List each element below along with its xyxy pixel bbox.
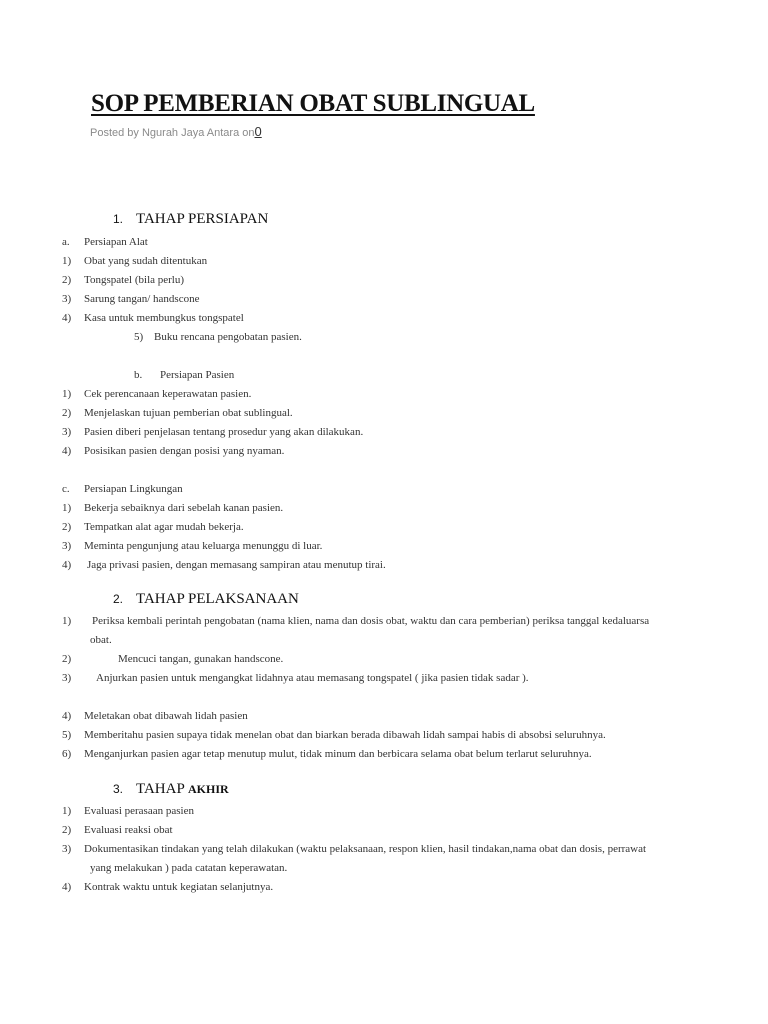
list-item: 3) Sarung tangan/ handscone — [62, 293, 200, 305]
subsection-persiapan-alat: a. Persiapan Alat — [62, 236, 148, 248]
list-item: 5) Memberitahu pasien supaya tidak menelan obat dan biarkan berada dibawah lidah sampai habis di absobsi seluruhnya. — [62, 729, 606, 741]
list-item: 3) Pasien diberi penjelasan tentang prosedur yang akan dilakukan. — [62, 426, 364, 438]
list-item: 1) Evaluasi perasaan pasien — [62, 805, 194, 817]
byline-text: Posted by Ngurah Jaya Antara on — [90, 127, 255, 139]
list-item: 2) Mencuci tangan, gunakan handscone. — [62, 653, 284, 665]
byline — [90, 124, 262, 139]
list-item: 3) Anjurkan pasien untuk mengangkat lidahnya atau memasang tongspatel ( jika pasien tidak sadar ). — [62, 672, 529, 684]
list-item-continuation: obat. — [90, 634, 112, 646]
list-item: 4) Jaga privasi pasien, dengan memasang sampiran atau menutup tirai. — [62, 559, 386, 571]
list-item: 3) Meminta pengunjung atau keluarga menunggu di luar. — [62, 540, 323, 552]
list-item: 2) Menjelaskan tujuan pemberian obat sublingual. — [62, 407, 293, 419]
list-item: 4) Kasa untuk membungkus tongspatel — [62, 312, 244, 324]
list-item: 2) Evaluasi reaksi obat — [62, 824, 173, 836]
comments-link[interactable]: 0 — [254, 124, 262, 139]
list-item: 4) Meletakan obat dibawah lidah pasien — [62, 710, 248, 722]
list-item-continuation: yang melakukan ) pada catatan keperawatan. — [90, 862, 288, 874]
subsection-persiapan-lingkungan: c. Persiapan Lingkungan — [62, 483, 183, 495]
list-item: 5) Buku rencana pengobatan pasien. — [134, 331, 302, 343]
page-title: SOP PEMBERIAN OBAT SUBLINGUAL — [91, 90, 535, 117]
list-item: 3) Dokumentasikan tindakan yang telah dilakukan (waktu pelaksanaan, respon klien, hasil tindakan,nama obat dan dosis, perrawat — [62, 843, 647, 855]
section-heading-akhir: 3. TAHAP AKHIR — [113, 781, 229, 797]
list-item: 1) Cek perencanaan keperawatan pasien. — [62, 388, 252, 400]
list-item: 6) Menganjurkan pasien agar tetap menutup mulut, tidak minum dan berbicara selama obat belum terlarut seluruhnya. — [62, 748, 592, 760]
section-heading-persiapan: 1. TAHAP PERSIAPAN — [113, 211, 269, 227]
subsection-persiapan-pasien: b. Persiapan Pasien — [134, 369, 235, 381]
list-item: 4) Kontrak waktu untuk kegiatan selanjutnya. — [62, 881, 274, 893]
list-item: 1) Periksa kembali perintah pengobatan (nama klien, nama dan dosis obat, waktu dan cara pemberian) periksa tanggal kedaluarsa — [62, 615, 650, 627]
list-item: 4) Posisikan pasien dengan posisi yang nyaman. — [62, 445, 285, 457]
list-item: 2) Tempatkan alat agar mudah bekerja. — [62, 521, 244, 533]
section-heading-pelaksanaan: 2. TAHAP PELAKSANAAN — [113, 591, 299, 607]
list-item: 1) Bekerja sebaiknya dari sebelah kanan pasien. — [62, 502, 284, 514]
list-item: 2) Tongspatel (bila perlu) — [62, 274, 185, 286]
list-item: 1) Obat yang sudah ditentukan — [62, 255, 208, 267]
